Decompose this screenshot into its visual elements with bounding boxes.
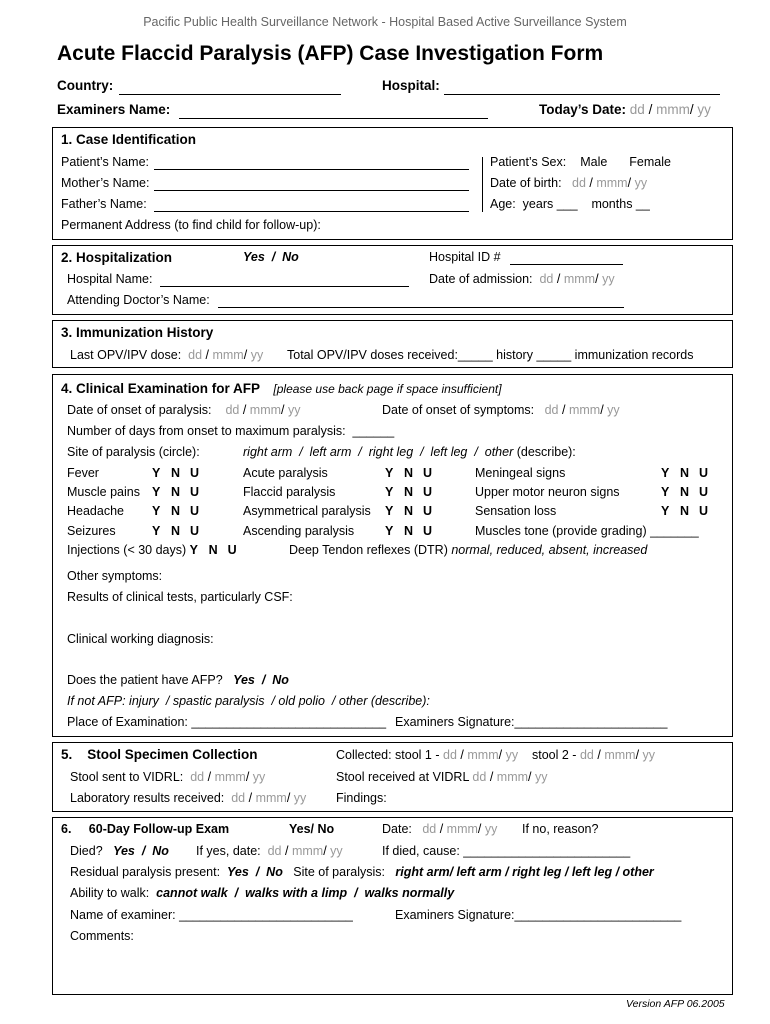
u-option[interactable]: U bbox=[423, 485, 433, 499]
date-mmm: mmm bbox=[496, 770, 529, 784]
ynu-options[interactable] bbox=[152, 466, 209, 480]
n-option[interactable]: N bbox=[680, 466, 690, 480]
date-yy: yy bbox=[697, 102, 711, 117]
u-option[interactable]: U bbox=[699, 485, 709, 499]
date-mmm: mmm bbox=[255, 791, 287, 805]
ynu-options[interactable] bbox=[661, 466, 718, 480]
last-dose-label: Last OPV/IPV dose: bbox=[70, 348, 182, 362]
y-option[interactable]: Y bbox=[385, 524, 394, 538]
date-sep: / bbox=[207, 770, 212, 784]
y-option[interactable]: Y bbox=[152, 504, 161, 518]
u-option[interactable]: U bbox=[423, 466, 433, 480]
date-yy: yy bbox=[252, 770, 266, 784]
section-4-title: 4. Clinical Examination for AFP bbox=[61, 381, 261, 396]
network-header: Pacific Public Health Surveillance Network - Hospital Based Active Surveillance System bbox=[143, 15, 627, 29]
stool-collected-dates[interactable] bbox=[336, 748, 655, 762]
date-sep: / bbox=[561, 403, 566, 417]
ynu-options[interactable] bbox=[385, 504, 442, 518]
received-label: Stool received at VIDRL bbox=[336, 770, 469, 784]
mother-name-field[interactable] bbox=[154, 189, 469, 191]
date-dd: dd bbox=[629, 102, 645, 117]
has-afp-label: Does the patient have AFP? bbox=[67, 673, 223, 687]
date-dd: dd bbox=[579, 748, 594, 762]
date-sep: / bbox=[528, 770, 532, 784]
n-option[interactable]: N bbox=[404, 485, 414, 499]
date-mmm: mmm bbox=[596, 176, 628, 190]
site-options[interactable] bbox=[243, 445, 576, 459]
examiner-signature-field[interactable]: Examiners Signature:______________________ bbox=[395, 715, 668, 729]
date-sep: / bbox=[242, 403, 247, 417]
symptom-label: Sensation loss bbox=[475, 504, 557, 518]
father-name-label: Father’s Name: bbox=[61, 197, 147, 211]
date-sep: / bbox=[556, 272, 561, 286]
y-option[interactable]: Y bbox=[385, 485, 394, 499]
section-4-header bbox=[61, 380, 502, 398]
y-option[interactable]: Y bbox=[661, 485, 670, 499]
died-row[interactable] bbox=[70, 844, 169, 858]
n-option[interactable]: N bbox=[171, 524, 181, 538]
date-dd: dd bbox=[422, 822, 437, 836]
stool-received-date[interactable] bbox=[336, 770, 548, 784]
death-date-label: If yes, date: bbox=[196, 844, 261, 858]
hospital-name-field[interactable] bbox=[160, 285, 409, 287]
date-sep: / bbox=[323, 844, 327, 858]
symptom-label: Upper motor neuron signs bbox=[475, 485, 620, 499]
date-dd: dd bbox=[443, 748, 457, 762]
date-sep: / bbox=[689, 102, 694, 117]
y-option[interactable]: Y bbox=[385, 466, 394, 480]
ynu-options[interactable] bbox=[385, 466, 442, 480]
date-dd: dd bbox=[231, 791, 246, 805]
date-sep: / bbox=[627, 176, 632, 190]
date-sep: / bbox=[460, 748, 464, 762]
y-option[interactable]: Y bbox=[385, 504, 394, 518]
y-option[interactable]: Y bbox=[152, 524, 161, 538]
date-mmm: mmm bbox=[563, 272, 596, 286]
sex-female-option[interactable]: Female bbox=[629, 155, 671, 169]
date-sep: / bbox=[281, 403, 285, 417]
comments-label: Comments: bbox=[70, 929, 134, 943]
n-option[interactable]: N bbox=[680, 504, 690, 518]
examiners-name-label: Examiners Name: bbox=[57, 102, 171, 117]
date-sep: / bbox=[284, 844, 289, 858]
y-option[interactable]: Y bbox=[152, 466, 161, 480]
place-of-examination-field[interactable]: Place of Examination: ____________________________ bbox=[67, 715, 387, 729]
lab-results-label: Laboratory results received: bbox=[70, 791, 225, 805]
date-sep: / bbox=[595, 272, 599, 286]
findings-label: Findings: bbox=[336, 791, 387, 805]
n-option[interactable]: N bbox=[171, 504, 181, 518]
onset-symptoms-label: Date of onset of symptoms: bbox=[382, 403, 535, 417]
n-option[interactable]: N bbox=[404, 524, 414, 538]
ynu-options[interactable] bbox=[661, 504, 718, 518]
examiner-name-field[interactable]: Name of examiner: _________________________ bbox=[70, 908, 353, 922]
site-label: Site of paralysis (circle): bbox=[67, 445, 200, 459]
symptom-label: Seizures bbox=[67, 524, 116, 538]
date-yy: yy bbox=[642, 748, 656, 762]
date-yy: yy bbox=[607, 403, 620, 417]
date-sep: / bbox=[597, 748, 601, 762]
admission-label: Date of admission: bbox=[429, 272, 533, 286]
date-sep: / bbox=[286, 791, 291, 805]
u-option[interactable]: U bbox=[190, 524, 200, 538]
onset-symptoms-date[interactable] bbox=[382, 403, 620, 417]
date-sep: / bbox=[248, 791, 253, 805]
mother-name-label: Mother’s Name: bbox=[61, 176, 150, 190]
date-yy: yy bbox=[293, 791, 307, 805]
todays-date[interactable] bbox=[539, 102, 711, 117]
date-mmm: mmm bbox=[212, 348, 244, 362]
doctor-name-field[interactable] bbox=[218, 306, 624, 308]
date-yy: yy bbox=[505, 748, 519, 762]
u-option[interactable]: U bbox=[190, 466, 200, 480]
patient-name-field[interactable] bbox=[154, 168, 469, 170]
symptom-label: Asymmetrical paralysis bbox=[243, 504, 371, 518]
hospital-id-label: Hospital ID # bbox=[429, 250, 501, 264]
date-yy: yy bbox=[330, 844, 343, 858]
date-yy: yy bbox=[250, 348, 264, 362]
ynu-options[interactable] bbox=[152, 524, 209, 538]
date-sep: / bbox=[477, 822, 482, 836]
doctor-name-label: Attending Doctor’s Name: bbox=[67, 293, 210, 307]
date-sep: / bbox=[589, 176, 593, 190]
section-1-title: 1. Case Identification bbox=[61, 132, 197, 147]
n-option[interactable]: N bbox=[404, 466, 414, 480]
date-sep: / bbox=[489, 770, 494, 784]
y-option[interactable]: Y bbox=[661, 466, 670, 480]
date-sep: / bbox=[439, 822, 444, 836]
death-date[interactable] bbox=[196, 844, 343, 858]
dtr-options[interactable]: normal, reduced, absent, increased bbox=[451, 543, 648, 557]
page-title: Acute Flaccid Paralysis (AFP) Case Investigation Form bbox=[57, 42, 604, 65]
death-cause-field[interactable]: If died, cause: ________________________ bbox=[382, 844, 631, 858]
injections-label: Injections (< 30 days) bbox=[67, 543, 187, 557]
todays-date-label: Today’s Date: bbox=[539, 102, 627, 117]
residual-label: Residual paralysis present: bbox=[70, 865, 221, 879]
symptom-label: Acute paralysis bbox=[243, 466, 328, 480]
n-option[interactable]: N bbox=[171, 485, 181, 499]
ynu-options[interactable] bbox=[385, 524, 442, 538]
died-label: Died? bbox=[70, 844, 103, 858]
date-mmm: mmm bbox=[467, 748, 499, 762]
walk-options[interactable]: cannot walk / walks with a limp / walks normally bbox=[156, 886, 455, 900]
admission-date[interactable] bbox=[429, 272, 615, 286]
country-field[interactable] bbox=[119, 93, 341, 95]
y-option[interactable]: Y bbox=[152, 485, 161, 499]
lab-results-date[interactable] bbox=[70, 791, 306, 805]
date-dd: dd bbox=[267, 844, 282, 858]
onset-paralysis-date[interactable] bbox=[67, 403, 301, 417]
date-dd: dd bbox=[472, 770, 487, 784]
u-option[interactable]: U bbox=[423, 504, 433, 518]
walk-label: Ability to walk: bbox=[70, 886, 150, 900]
symptom-label: Muscle pains bbox=[67, 485, 140, 499]
ynu-options[interactable] bbox=[661, 485, 718, 499]
hospitalized-yes-no[interactable]: Yes / No bbox=[243, 250, 299, 264]
dtr-label: Deep Tendon reflexes (DTR) bbox=[289, 543, 448, 557]
collected-label: Collected: stool 1 - bbox=[336, 748, 440, 762]
date-yy: yy bbox=[535, 770, 548, 784]
date-sep: / bbox=[243, 348, 248, 362]
date-yy: yy bbox=[634, 176, 648, 190]
date-sep: / bbox=[635, 748, 640, 762]
muscle-tone-field[interactable]: Muscles tone (provide grading) _______ bbox=[475, 524, 699, 538]
date-sep: / bbox=[648, 102, 653, 117]
followup-site-label: Site of paralysis: bbox=[293, 865, 385, 879]
date-mmm: mmm bbox=[604, 748, 636, 762]
section-6-title: 6. 60-Day Follow-up Exam bbox=[61, 822, 230, 836]
date-dd: dd bbox=[572, 176, 586, 190]
other-symptoms-label: Other symptoms: bbox=[67, 569, 163, 583]
residual-paralysis-row[interactable] bbox=[70, 865, 654, 879]
examiners-name-field[interactable] bbox=[179, 117, 488, 119]
stool-sent-date[interactable] bbox=[70, 770, 265, 784]
sent-label: Stool sent to VIDRL: bbox=[70, 770, 184, 784]
sex-label: Patient’s Sex: bbox=[490, 155, 567, 169]
n-option[interactable]: N bbox=[404, 504, 414, 518]
died-yes-no[interactable]: Yes / No bbox=[113, 844, 169, 858]
date-sep: / bbox=[205, 348, 209, 362]
symptom-label: Headache bbox=[67, 504, 124, 518]
age-field[interactable]: Age: years ___ months __ bbox=[490, 197, 650, 211]
date-yy: yy bbox=[602, 272, 615, 286]
residual-yes-no[interactable]: Yes / No bbox=[227, 865, 283, 879]
u-option[interactable]: U bbox=[699, 466, 709, 480]
date-dd: dd bbox=[539, 272, 554, 286]
followup-yes-no[interactable]: Yes/ No bbox=[289, 822, 335, 836]
ynu-options[interactable] bbox=[152, 504, 209, 518]
site-describe: (describe): bbox=[516, 445, 576, 459]
section-3-title: 3. Immunization History bbox=[61, 325, 214, 340]
dtr-row[interactable] bbox=[289, 543, 647, 557]
ynu-options[interactable] bbox=[152, 485, 209, 499]
ynu-options[interactable] bbox=[385, 485, 442, 499]
onset-paralysis-label: Date of onset of paralysis: bbox=[67, 403, 212, 417]
followup-date-label: Date: bbox=[382, 822, 412, 836]
n-option[interactable]: N bbox=[171, 466, 181, 480]
u-option[interactable]: U bbox=[699, 504, 709, 518]
address-label: Permanent Address (to find child for follow-up): bbox=[61, 218, 321, 232]
walk-row[interactable] bbox=[70, 886, 454, 900]
date-yy: yy bbox=[288, 403, 301, 417]
date-of-birth[interactable] bbox=[490, 176, 647, 190]
country-label: Country: bbox=[57, 78, 114, 93]
site-options-text[interactable]: right arm / left arm / right leg / left leg / other bbox=[243, 445, 514, 459]
version-label: Version AFP 06.2005 bbox=[626, 998, 725, 1010]
diagnosis-label: Clinical working diagnosis: bbox=[67, 632, 214, 646]
followup-site-options[interactable]: right arm/ left arm / right leg / left leg / other bbox=[395, 865, 654, 879]
symptom-label: Meningeal signs bbox=[475, 466, 566, 480]
section-5-title: 5. Stool Specimen Collection bbox=[61, 747, 258, 762]
section-2-title: 2. Hospitalization bbox=[61, 250, 173, 265]
divider bbox=[482, 157, 483, 212]
hospital-field[interactable] bbox=[444, 93, 720, 95]
clinical-tests-label: Results of clinical tests, particularly CSF: bbox=[67, 590, 293, 604]
date-mmm: mmm bbox=[214, 770, 246, 784]
date-mmm: mmm bbox=[249, 403, 282, 417]
date-dd: dd bbox=[190, 770, 205, 784]
date-dd: dd bbox=[188, 348, 203, 362]
followup-date[interactable] bbox=[382, 822, 497, 836]
symptom-label: Ascending paralysis bbox=[243, 524, 355, 538]
not-afp-options[interactable]: If not AFP: injury / spastic paralysis / old polio / other (describe): bbox=[67, 694, 430, 708]
date-sep: / bbox=[245, 770, 250, 784]
date-sep: / bbox=[498, 748, 503, 762]
if-no-reason-label: If no, reason? bbox=[522, 822, 599, 836]
hospital-id-field[interactable] bbox=[510, 263, 623, 265]
father-name-field[interactable] bbox=[154, 210, 469, 212]
hospital-label: Hospital: bbox=[382, 78, 440, 93]
n-option[interactable]: N bbox=[208, 543, 218, 557]
has-afp-yes-no[interactable]: Yes / No bbox=[233, 673, 289, 687]
n-option[interactable]: N bbox=[680, 485, 690, 499]
u-option[interactable]: U bbox=[227, 543, 237, 557]
symptom-label: Flaccid paralysis bbox=[243, 485, 336, 499]
patient-name-label: Patient’s Name: bbox=[61, 155, 150, 169]
date-sep: / bbox=[600, 403, 604, 417]
y-option[interactable]: Y bbox=[189, 543, 198, 557]
dob-label: Date of birth: bbox=[490, 176, 562, 190]
date-mmm: mmm bbox=[446, 822, 478, 836]
u-option[interactable]: U bbox=[190, 504, 200, 518]
injections-row[interactable] bbox=[67, 543, 247, 557]
days-to-max-paralysis[interactable]: Number of days from onset to maximum paralysis: ______ bbox=[67, 424, 395, 438]
date-dd: dd bbox=[225, 403, 240, 417]
hospital-name-label: Hospital Name: bbox=[67, 272, 153, 286]
has-afp-row[interactable] bbox=[67, 673, 289, 687]
followup-signature-field[interactable]: Examiners Signature:________________________ bbox=[395, 908, 682, 922]
date-mmm: mmm bbox=[656, 102, 690, 117]
last-dose-date[interactable] bbox=[70, 348, 263, 362]
u-option[interactable]: U bbox=[190, 485, 200, 499]
date-mmm: mmm bbox=[568, 403, 601, 417]
patient-sex[interactable] bbox=[490, 155, 671, 169]
date-yy: yy bbox=[484, 822, 498, 836]
date-dd: dd bbox=[544, 403, 559, 417]
symptom-label: Fever bbox=[67, 466, 99, 480]
stool2-label: stool 2 - bbox=[532, 748, 577, 762]
section-4-note: [please use back page if space insufficient] bbox=[273, 382, 502, 396]
u-option[interactable]: U bbox=[423, 524, 433, 538]
total-doses[interactable]: Total OPV/IPV doses received:_____ history _____ immunization records bbox=[287, 348, 694, 362]
y-option[interactable]: Y bbox=[661, 504, 670, 518]
sex-male-option[interactable]: Male bbox=[580, 155, 608, 169]
date-mmm: mmm bbox=[291, 844, 324, 858]
